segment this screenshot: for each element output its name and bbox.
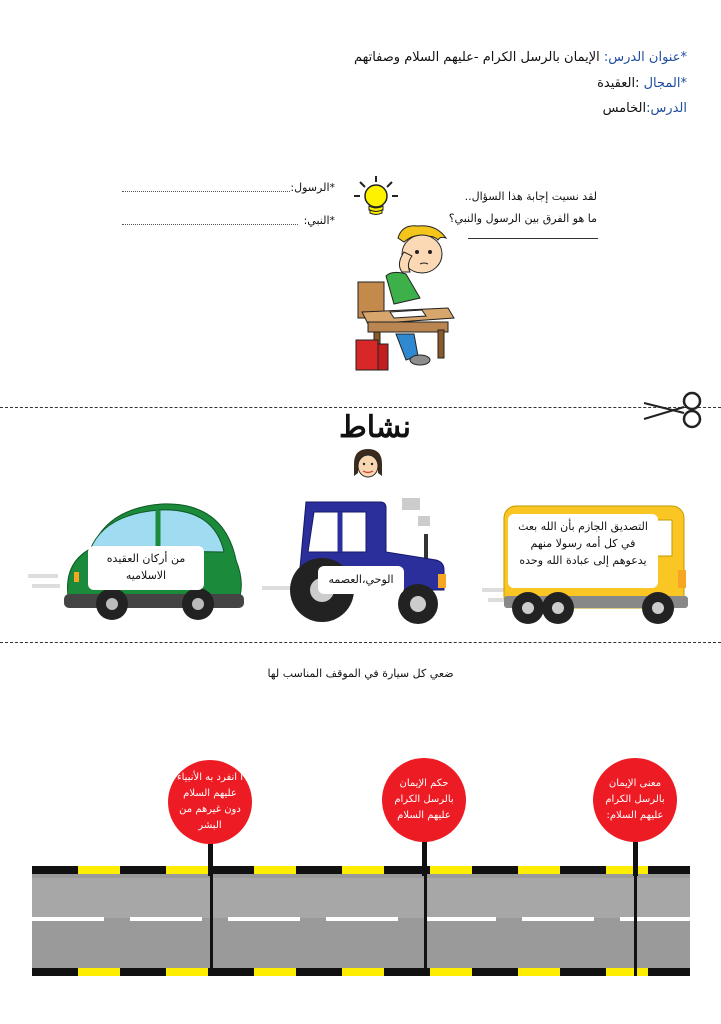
road-edge-bottom xyxy=(32,968,690,976)
lesson-title-value: الإيمان بالرسل الكرام -عليهم السلام وصفاتهم xyxy=(353,50,604,65)
lesson-field-key: *المجال xyxy=(643,76,687,91)
sign-pole-middle xyxy=(422,836,427,876)
lightbulb-icon xyxy=(354,176,398,215)
lesson-title xyxy=(354,50,687,65)
scissors-icon xyxy=(642,389,706,429)
lesson-field-value: :العقيدة xyxy=(597,76,644,91)
rasool-label: *الرسول: xyxy=(290,181,335,194)
activity-title: نشاط xyxy=(339,410,411,445)
road xyxy=(32,866,690,976)
girl-face-icon xyxy=(351,448,385,480)
sign-left: ا انفرد به الأنبياء عليهم السلام دون غيرهم من البشر xyxy=(168,760,252,844)
parking-divider-3 xyxy=(634,866,637,976)
question-underline xyxy=(468,238,598,239)
tractor-card: الوحي،العصمه xyxy=(318,566,404,594)
cut-line-bottom xyxy=(0,642,721,643)
sign-right: معنى الإيمان بالرسل الكرام عليهم السلام: xyxy=(593,758,677,842)
lesson-number xyxy=(603,101,687,116)
question-line-1: لقد نسيت إجابة هذا السؤال.. xyxy=(464,190,597,203)
rasool-answer-line[interactable] xyxy=(122,191,290,192)
instruction-text: ضعي كل سيارة في الموقف المناسب لها xyxy=(267,667,454,680)
sign-pole-right xyxy=(633,836,638,876)
blue-tractor[interactable] xyxy=(262,494,452,626)
parking-divider-1 xyxy=(210,866,213,976)
bus-card: التصديق الجازم بأن الله بعث في كل أمه رسولا منهم يدعوهم إلى عبادة الله وحده xyxy=(508,514,658,588)
question-line-2: ما هو الفرق بين الرسول والنبي؟ xyxy=(448,212,597,225)
sign-middle: حكم الإيمان بالرسل الكرام عليهم السلام xyxy=(382,758,466,842)
road-edge-top xyxy=(32,866,690,874)
lesson-number-value: الخامس xyxy=(602,101,647,116)
nabi-label: *النبي: xyxy=(303,214,335,227)
cut-line-top xyxy=(0,407,721,408)
lesson-field xyxy=(597,76,687,91)
green-car-card: من أركان العقيده الاسلاميه xyxy=(88,546,204,590)
parking-divider-2 xyxy=(424,866,427,976)
nabi-answer-line[interactable] xyxy=(122,224,298,225)
boy-thinking-illustration xyxy=(340,172,460,372)
lesson-number-key: الدرس: xyxy=(646,101,687,116)
lesson-title-key: *عنوان الدرس: xyxy=(603,50,687,65)
road-center-line xyxy=(32,917,690,921)
